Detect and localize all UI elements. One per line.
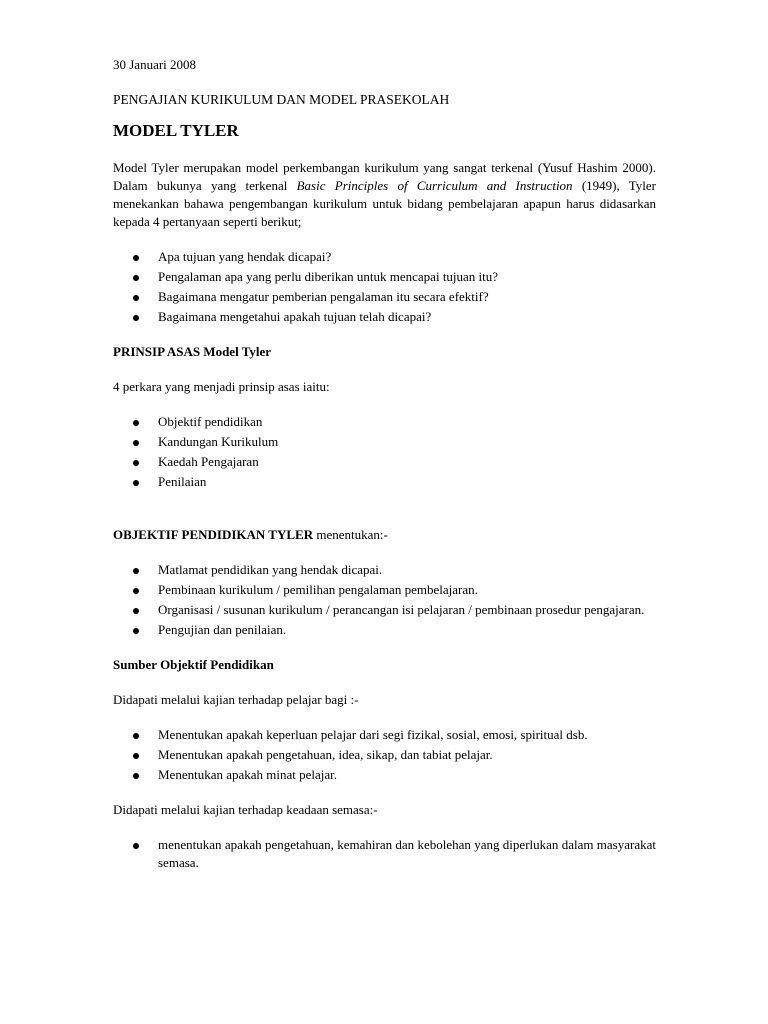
list-item xyxy=(113,561,656,579)
sumber-item: Menentukan apakah pengetahuan, idea, sikap, dan tabiat pelajar. xyxy=(158,747,493,762)
bullet-icon xyxy=(133,440,139,446)
bullet-icon xyxy=(133,733,139,739)
prinsip-item: Kandungan Kurikulum xyxy=(158,434,279,449)
objektif-item: Pengujian dan penilaian. xyxy=(158,622,287,637)
question-text: Pengalaman apa yang perlu diberikan untuk mencapai tujuan itu? xyxy=(158,269,499,284)
prinsip-item: Penilaian xyxy=(158,474,207,489)
list-item xyxy=(113,433,656,451)
sumber-item: Menentukan apakah keperluan pelajar dari segi fizikal, sosial, emosi, spiritual dsb. xyxy=(158,727,588,742)
bullet-icon xyxy=(133,568,139,574)
bullet-icon xyxy=(133,753,139,759)
sumber-pelajar-list xyxy=(113,726,656,784)
intro-paragraph xyxy=(113,159,656,231)
intro-text-part1: Model Tyler merupakan model perkembangan kurikulum yang sangat terkenal (Yusuf Hashim 2000). Dalam bukunya yang terkenal xyxy=(113,160,656,193)
prinsip-item: Kaedah Pengajaran xyxy=(158,454,259,469)
list-item xyxy=(113,766,656,784)
bullet-icon xyxy=(133,315,139,321)
sumber-intro-semasa: Didapati melalui kajian terhadap keadaan semasa:- xyxy=(113,802,378,817)
list-item xyxy=(113,308,656,326)
objektif-heading-rest: menentukan:- xyxy=(313,527,388,542)
main-title: MODEL TYLER xyxy=(113,121,239,140)
sumber-heading: Sumber Objektif Pendidikan xyxy=(113,657,274,672)
sumber-item: Menentukan apakah minat pelajar. xyxy=(158,767,338,782)
objektif-item: Pembinaan kurikulum / pemilihan pengalaman pembelajaran. xyxy=(158,582,478,597)
bullet-icon xyxy=(133,588,139,594)
question-text: Bagaimana mengetahui apakah tujuan telah dicapai? xyxy=(158,309,432,324)
sumber-intro-pelajar: Didapati melalui kajian terhadap pelajar bagi :- xyxy=(113,692,359,707)
prinsip-intro: 4 perkara yang menjadi prinsip asas iaitu: xyxy=(113,379,330,394)
bullet-icon xyxy=(133,255,139,261)
list-item xyxy=(113,473,656,491)
bullet-icon xyxy=(133,460,139,466)
document-date: 30 Januari 2008 xyxy=(113,57,197,72)
prinsip-item: Objektif pendidikan xyxy=(158,414,263,429)
objektif-item: Matlamat pendidikan yang hendak dicapai. xyxy=(158,562,383,577)
intro-text-part2: (1949), Tyler menekankan bahawa pengembangan kurikulum untuk bidang pembelajaran apapun harus didasarkan kepada 4 pertanyaan seperti berikut; xyxy=(113,178,656,229)
list-item xyxy=(113,746,656,764)
question-text: Bagaimana mengatur pemberian pengalaman itu secara efektif? xyxy=(158,289,489,304)
list-item xyxy=(113,453,656,471)
bullet-icon xyxy=(133,843,139,849)
objektif-item: Organisasi / susunan kurikulum / perancangan isi pelajaran / pembinaan prosedur pengajaran. xyxy=(158,602,645,617)
book-title: Basic Principles of Curriculum and Instruction xyxy=(296,178,573,193)
sumber-item: menentukan apakah pengetahuan, kemahiran dan kebolehan yang diperlukan dalam masyarakat semasa. xyxy=(158,837,656,870)
list-item xyxy=(113,413,656,431)
bullet-icon xyxy=(133,480,139,486)
list-item xyxy=(113,621,656,639)
objektif-heading-bold: OBJEKTIF PENDIDIKAN TYLER xyxy=(113,527,314,542)
objektif-heading xyxy=(113,526,656,544)
questions-list xyxy=(113,248,656,326)
list-item xyxy=(113,726,656,744)
bullet-icon xyxy=(133,275,139,281)
bullet-icon xyxy=(133,420,139,426)
list-item xyxy=(113,581,656,599)
course-title: PENGAJIAN KURIKULUM DAN MODEL PRASEKOLAH xyxy=(113,92,450,107)
list-item xyxy=(113,836,656,872)
bullet-icon xyxy=(133,773,139,779)
list-item xyxy=(113,248,656,266)
sumber-semasa-list xyxy=(113,836,656,872)
prinsip-list xyxy=(113,413,656,491)
list-item xyxy=(113,601,656,619)
document-page xyxy=(113,56,656,874)
question-text: Apa tujuan yang hendak dicapai? xyxy=(158,249,332,264)
list-item xyxy=(113,268,656,286)
bullet-icon xyxy=(133,628,139,634)
prinsip-heading: PRINSIP ASAS Model Tyler xyxy=(113,344,272,359)
objektif-list xyxy=(113,561,656,639)
bullet-icon xyxy=(133,295,139,301)
bullet-icon xyxy=(133,608,139,614)
list-item xyxy=(113,288,656,306)
